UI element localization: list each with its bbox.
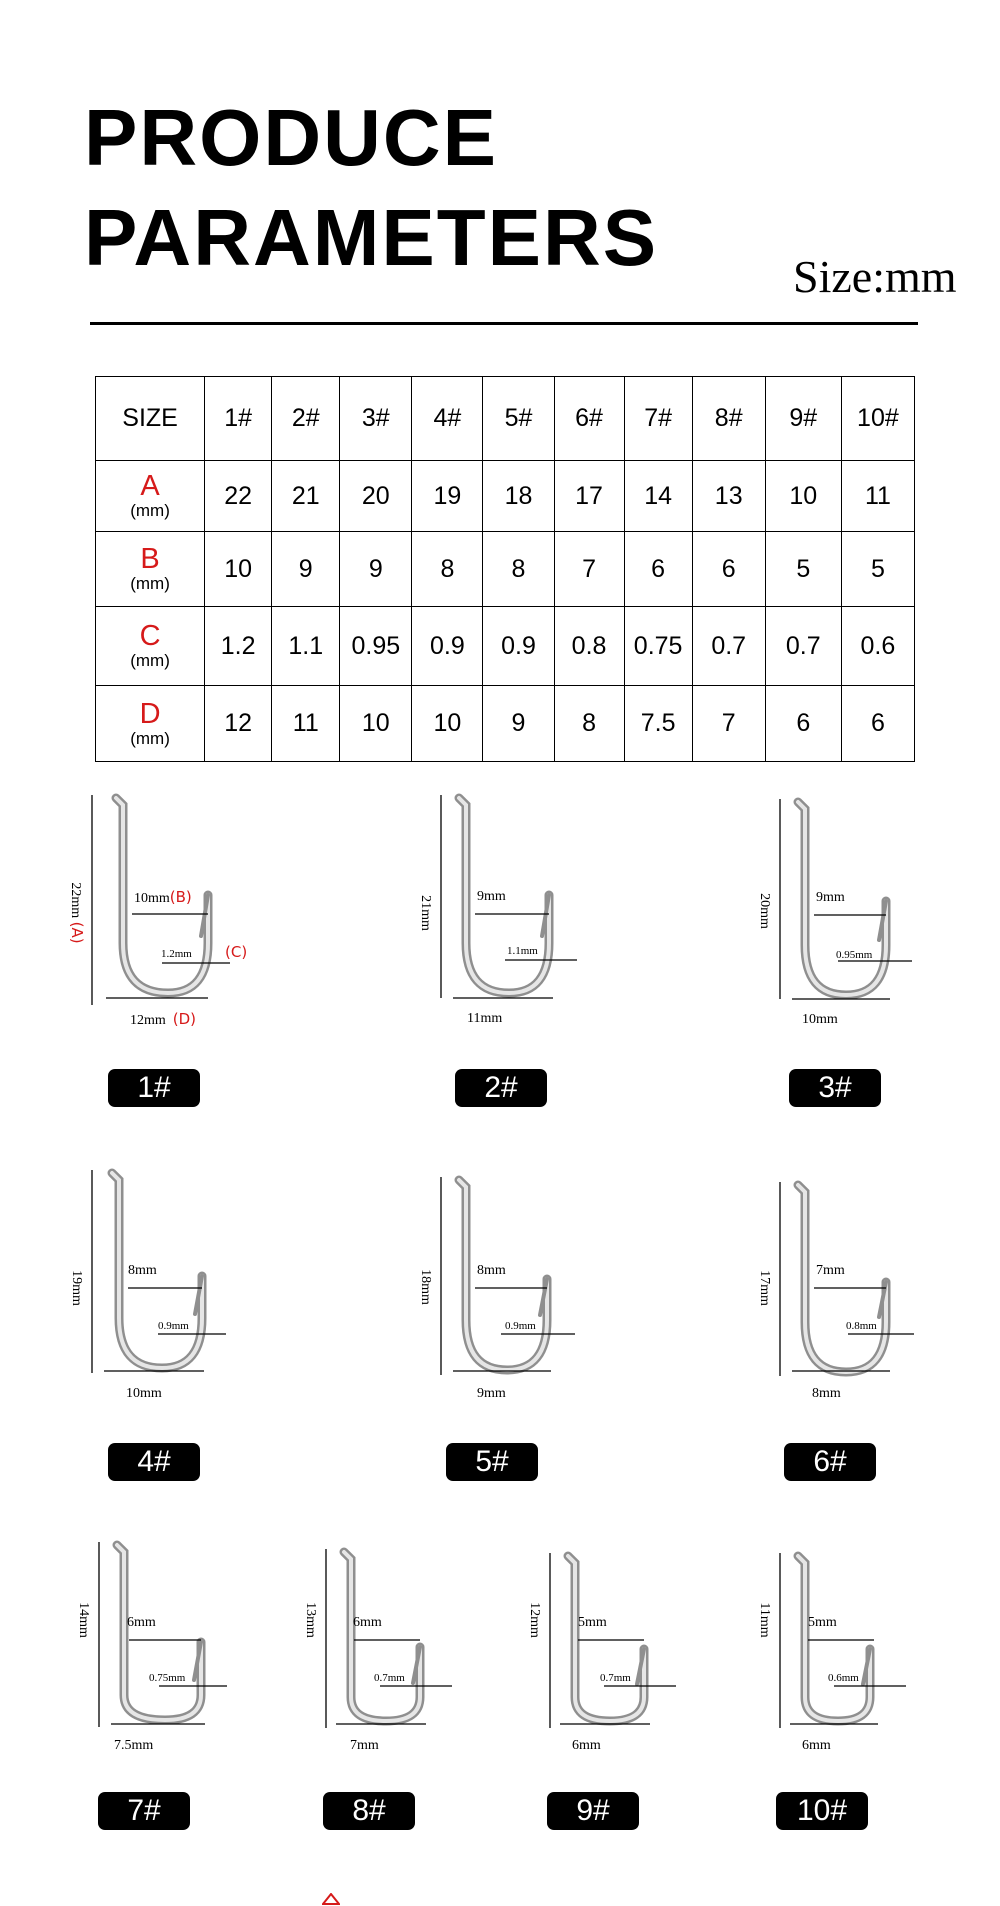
hook-6-graphic <box>778 1180 978 1400</box>
table-row <box>96 686 915 762</box>
table-cell: 5 <box>765 532 841 607</box>
dimension-c-value: 0.6mm <box>828 1672 859 1684</box>
table-cell: 10 <box>205 532 272 607</box>
table-cell: 5 <box>841 532 914 607</box>
hook-shape <box>568 1556 644 1721</box>
row-header-d <box>96 686 205 762</box>
table-cell: 1.1 <box>272 607 340 686</box>
table-cell: 17 <box>554 461 624 532</box>
hook-shape <box>798 1556 870 1721</box>
size-badge-2: 2# <box>455 1069 547 1107</box>
hook-shape <box>112 1173 202 1368</box>
table-cell: 7 <box>554 532 624 607</box>
size-col-header: 10# <box>841 377 914 461</box>
size-badge-9: 9# <box>547 1792 639 1830</box>
row-unit: (mm) <box>130 728 170 748</box>
dimension-lines <box>780 1182 914 1376</box>
size-col-header: 6# <box>554 377 624 461</box>
title-line-1: PRODUCE <box>84 93 499 182</box>
hook-2-graphic <box>439 793 639 1013</box>
size-badge-4: 4# <box>108 1443 200 1481</box>
dimension-b-value: 9mm <box>816 890 845 905</box>
row-letter: D <box>139 697 161 730</box>
table-cell: 8 <box>412 532 483 607</box>
dimension-b-value: 9mm <box>477 889 506 904</box>
dimension-lines <box>550 1553 676 1728</box>
row-letter: B <box>140 543 160 575</box>
dimension-c-value: 0.7mm <box>600 1672 631 1684</box>
row-letter: A <box>140 470 160 502</box>
hook-diagram-7 <box>76 1540 297 1790</box>
dimension-d-value: 11mm <box>467 1011 503 1026</box>
dimension-a-value: 20mm <box>757 893 772 929</box>
table-cell: 19 <box>412 461 483 532</box>
dimension-a-value: 21mm <box>418 895 433 931</box>
size-col-header: 2# <box>272 377 340 461</box>
table-cell: 9 <box>340 532 412 607</box>
page-title <box>84 88 658 288</box>
table-cell: 10 <box>412 686 483 762</box>
dimension-c-value: 0.9mm <box>505 1320 536 1332</box>
table-cell: 0.7 <box>765 607 841 686</box>
dimension-d-value: 10mm <box>126 1386 162 1401</box>
dimension-a-value: 13mm <box>303 1602 318 1638</box>
hook-diagram-8 <box>303 1547 524 1797</box>
hook-shape <box>117 1545 201 1720</box>
size-badge-8: 8# <box>323 1792 415 1830</box>
dimension-c-value: 1.1mm <box>507 945 538 957</box>
table-header-row <box>96 377 915 461</box>
size-col-header: 9# <box>765 377 841 461</box>
table-cell: 0.75 <box>624 607 692 686</box>
dimension-a-label <box>67 882 85 943</box>
table-cell: 12 <box>205 686 272 762</box>
table-cell: 1.2 <box>205 607 272 686</box>
dimension-c-value: 0.9mm <box>158 1320 189 1332</box>
table-cell: 0.6 <box>841 607 914 686</box>
table-cell: 6 <box>841 686 914 762</box>
dimension-d-value: 7.5mm <box>114 1738 154 1753</box>
table-row <box>96 607 915 686</box>
dimension-a-value: 11mm <box>757 1602 772 1638</box>
table-cell: 6 <box>624 532 692 607</box>
dimension-d-value: 7mm <box>350 1738 379 1753</box>
table-cell: 0.8 <box>554 607 624 686</box>
dimension-c-tag: (C) <box>225 943 248 961</box>
dimension-b-value: 6mm <box>127 1615 156 1630</box>
hook-diagram-4 <box>69 1168 290 1418</box>
dimension-a-value: 22mm <box>68 882 83 919</box>
red-triangle-icon <box>322 1893 340 1905</box>
dimension-d-value: 6mm <box>572 1738 601 1753</box>
hook-4-graphic <box>90 1168 290 1388</box>
hook-3-graphic <box>778 797 978 1017</box>
dimension-lines <box>780 1553 906 1728</box>
row-letter: C <box>139 620 161 652</box>
size-col-header: 8# <box>692 377 765 461</box>
size-badge-6: 6# <box>784 1443 876 1481</box>
size-unit-label: Size:mm <box>793 251 957 302</box>
size-col-header: 3# <box>340 377 412 461</box>
hook-diagram-9 <box>527 1551 748 1801</box>
size-badge-1: 1# <box>108 1069 200 1107</box>
table-cell: 11 <box>272 686 340 762</box>
hook-diagram-1 <box>68 793 290 1043</box>
row-unit: (mm) <box>130 501 170 520</box>
dimension-a-value: 19mm <box>69 1270 84 1306</box>
dimension-c-value: 0.7mm <box>374 1672 405 1684</box>
size-badge-10: 10# <box>776 1792 868 1830</box>
dimension-a-value: 17mm <box>757 1270 772 1306</box>
dimension-lines <box>441 795 577 998</box>
table-cell: 9 <box>272 532 340 607</box>
table-cell: 10 <box>765 461 841 532</box>
dimension-c-value: 0.95mm <box>836 949 873 961</box>
dimension-d-label <box>130 1011 196 1029</box>
table-cell: 7 <box>692 686 765 762</box>
table-cell: 9 <box>483 686 554 762</box>
table-cell: 14 <box>624 461 692 532</box>
dimension-lines <box>441 1177 575 1375</box>
hook-5-graphic <box>439 1175 639 1395</box>
hook-diagram-6 <box>757 1180 978 1430</box>
dimension-d-value: 12mm <box>130 1013 166 1028</box>
table-cell: 7.5 <box>624 686 692 762</box>
dimension-lines <box>780 799 912 999</box>
table-row <box>96 532 915 607</box>
size-header: SIZE <box>96 377 205 461</box>
table-cell: 8 <box>483 532 554 607</box>
table-cell: 20 <box>340 461 412 532</box>
row-header-a <box>96 461 205 532</box>
dimension-c-value: 1.2mm <box>161 948 192 960</box>
table-cell: 11 <box>841 461 914 532</box>
table-cell: 0.9 <box>412 607 483 686</box>
hook-diagram-10 <box>757 1551 978 1801</box>
size-col-header: 7# <box>624 377 692 461</box>
title-line-2: PARAMETERS <box>84 193 659 282</box>
dimension-d-value: 9mm <box>477 1386 506 1401</box>
row-header-b <box>96 532 205 607</box>
table-cell: 21 <box>272 461 340 532</box>
dimension-lines <box>326 1549 452 1728</box>
table-cell: 0.7 <box>692 607 765 686</box>
title-divider <box>90 322 918 325</box>
hook-8-graphic <box>324 1547 524 1767</box>
table-row <box>96 461 915 532</box>
size-badge-3: 3# <box>789 1069 881 1107</box>
row-unit: (mm) <box>130 651 170 670</box>
size-col-header: 1# <box>205 377 272 461</box>
dimension-b-value: 10mm <box>134 891 170 906</box>
dimension-lines <box>99 1542 227 1727</box>
dimension-b-value: 8mm <box>128 1263 157 1278</box>
dimension-d-tag: (D) <box>172 1010 197 1028</box>
table-cell: 0.9 <box>483 607 554 686</box>
dimension-c-value: 0.8mm <box>846 1320 877 1332</box>
table-cell: 8 <box>554 686 624 762</box>
dimension-a-value: 18mm <box>418 1269 433 1305</box>
table-cell: 18 <box>483 461 554 532</box>
dimension-b-tag: (B) <box>169 888 192 906</box>
table-cell: 6 <box>765 686 841 762</box>
row-unit: (mm) <box>130 574 170 593</box>
table-cell: 0.95 <box>340 607 412 686</box>
dimension-b-value: 8mm <box>477 1263 506 1278</box>
dimension-a-value: 12mm <box>527 1602 542 1638</box>
table-cell: 13 <box>692 461 765 532</box>
size-col-header: 4# <box>412 377 483 461</box>
size-badge-5: 5# <box>446 1443 538 1481</box>
size-badge-7: 7# <box>98 1792 190 1830</box>
size-col-header: 5# <box>483 377 554 461</box>
dimension-d-value: 8mm <box>812 1386 841 1401</box>
table-cell: 10 <box>340 686 412 762</box>
table-cell: 22 <box>205 461 272 532</box>
dimension-b-value: 5mm <box>578 1615 607 1630</box>
dimension-b-value: 6mm <box>353 1615 382 1630</box>
dimension-a-value: 14mm <box>76 1602 91 1638</box>
hook-diagram-5 <box>418 1175 639 1425</box>
hook-diagram-2 <box>418 793 639 1043</box>
dimension-d-value: 10mm <box>802 1012 838 1027</box>
row-header-c <box>96 607 205 686</box>
parameter-table <box>95 376 915 762</box>
dimension-b-value: 5mm <box>808 1615 837 1630</box>
table-cell: 6 <box>692 532 765 607</box>
hook-diagram-3 <box>757 797 978 1047</box>
hook-7-graphic <box>97 1540 297 1760</box>
dimension-a-tag: (A) <box>68 921 86 944</box>
dimension-b-value: 7mm <box>816 1263 845 1278</box>
dimension-lines <box>92 1170 226 1373</box>
dimension-c-value: 0.75mm <box>149 1672 186 1684</box>
dimension-d-value: 6mm <box>802 1738 831 1753</box>
dimension-b-label <box>134 889 192 907</box>
hook-shape <box>344 1552 420 1721</box>
